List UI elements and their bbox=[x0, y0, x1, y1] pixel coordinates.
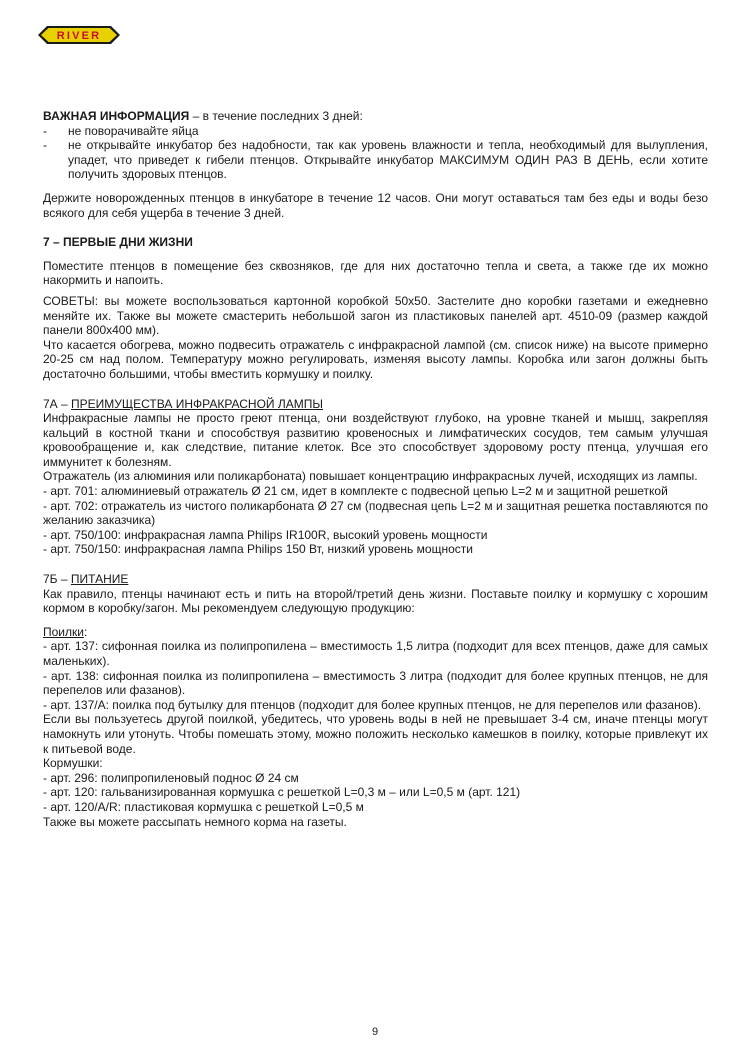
drinkers-label-colon: : bbox=[83, 624, 88, 639]
list-item: - арт. 138: сифонная поилка из полипропилена – вместимость 3 литра (подходит для более крупных птенцов, не для перепелов или фазанов). bbox=[43, 668, 708, 698]
important-label: ВАЖНАЯ ИНФОРМАЦИЯ bbox=[43, 109, 190, 123]
section-7a-paragraph: Отражатель (из алюминия или поликарбоната) повышает концентрацию инфракрасных лучей, исходящих из лампы. bbox=[43, 469, 698, 484]
section-7b-title bbox=[43, 572, 708, 587]
list-item: - арт. 137/A: поилка под бутылку для птенцов (подходит для более крупных птенцов, не для перепелов или фазанов). bbox=[43, 697, 702, 712]
section-7-paragraph: СОВЕТЫ: вы можете воспользоваться картонной коробкой 50x50. Застелите дно коробки газетами и ежедневно меняйте их. Также вы можете смастерить небольшой загон из пластиковых панелей арт. 4510-09 (размер каждой панели 800x400 мм). bbox=[43, 293, 708, 338]
page-number: 9 bbox=[371, 1026, 379, 1038]
list-item: - арт. 137: сифонная поилка из полипропилена – вместимость 1,5 литра (подходит для всех птенцов, даже для самых маленьких). bbox=[43, 639, 708, 668]
section-7a-prefix: 7А – bbox=[43, 396, 72, 411]
list-item: - арт. 750/100: инфракрасная лампа Philips IR100R, высокий уровень мощности bbox=[43, 527, 488, 542]
important-list bbox=[43, 124, 708, 182]
section-7-paragraph: Что касается обогрева, можно подвесить отражатель с инфракрасной лампой (см. список ниже) на высоте примерно 20-25 см над полом. Температуру можно регулировать, изменяя высоту лампы. Коробка или загон должны быть достаточно большими, чтобы вместить кормушку и поилку. bbox=[43, 337, 708, 381]
section-7b-prefix: 7Б – bbox=[43, 572, 71, 587]
important-intro-text: – в течение последних 3 дней: bbox=[189, 109, 363, 123]
section-7b-title-text: ПИТАНИЕ bbox=[70, 572, 129, 587]
section-7a-title bbox=[43, 397, 708, 412]
drinkers-label-text: Поилки bbox=[43, 624, 84, 639]
section-7-paragraph: Поместите птенцов в помещение без сквозняков, где для них достаточно тепла и света, а также где их можно накормить и напоить. bbox=[43, 258, 708, 288]
section-7b-paragraph: Как правило, птенцы начинают есть и пить на второй/третий день жизни. Поставьте поилку и кормушку с хорошим кормом в коробку/загон. Мы рекомендуем следующую продукцию: bbox=[43, 586, 708, 616]
section-7-title: 7 – ПЕРВЫЕ ДНИ ЖИЗНИ bbox=[43, 235, 193, 250]
section-7b-paragraph: Также вы можете рассыпать немного корма на газеты. bbox=[43, 814, 347, 829]
section-7a-paragraph: Инфракрасные лампы не просто греют птенца, они воздействуют глубоко, на уровне тканей и мышц, закрепляя кальций в костной ткани и способствуя развитию кровеносных и лимфатических сосудов, тем самым улучшая кровообращение и, как следствие, питание клеток. Все это способствует здоровому росту птенца, улучшая его иммунитет к болезням. bbox=[43, 411, 708, 469]
section-7a-title-text: ПРЕИМУЩЕСТВА ИНФРАКРАСНОЙ ЛАМПЫ bbox=[71, 396, 324, 411]
list-item: - арт. 701: алюминиевый отражатель Ø 21 см, идет в комплекте с подвесной цепью L=2 м и защитной решеткой bbox=[43, 484, 668, 499]
list-item: - арт. 120/A/R: пластиковая кормушка с решеткой L=0,5 м bbox=[43, 799, 364, 814]
document-body bbox=[43, 109, 708, 829]
list-item: - не поворачивайте яйца bbox=[43, 124, 708, 139]
list-item: - арт. 120: гальванизированная кормушка с решеткой L=0,3 м – или L=0,5 м (арт. 121) bbox=[43, 785, 521, 800]
river-logo bbox=[38, 24, 120, 46]
drinkers-label bbox=[43, 625, 708, 640]
list-item: - арт. 750/150: инфракрасная лампа Philips 150 Вт, низкий уровень мощности bbox=[43, 542, 473, 557]
important-intro bbox=[43, 109, 708, 124]
logo-text: RIVER bbox=[56, 30, 102, 43]
list-item: - не открывайте инкубатор без надобности, так как уровень влажности и тепла, необходимый для вылупления, упадет, что приведет к гибели птенцов. Открывайте инкубатор МАКСИМУМ ОДИН РАЗ В ДЕНЬ, если хотите получить здоровых птенцов. bbox=[43, 138, 708, 182]
section-7b-paragraph: Если вы пользуетесь другой поилкой, убедитесь, что уровень воды в ней не превышает 3-4 см, иначе птенцы могут намокнуть или утонуть. Чтобы помешать этому, можно положить несколько камешков в поилку, которые привлекут их к питьевой воде. bbox=[43, 712, 708, 756]
important-note: Держите новорожденных птенцов в инкубаторе в течение 12 часов. Они могут оставаться там без еды и воды безо всякого для себя ущерба в течение 3 дней. bbox=[43, 190, 708, 220]
feeders-label: Кормушки: bbox=[43, 756, 103, 771]
list-item: - арт. 296: полипропиленовый поднос Ø 24 см bbox=[43, 770, 299, 785]
list-item: - арт. 702: отражатель из чистого поликарбоната Ø 27 см (подвесная цепь L=2 м и защитная решетка поставляются по желанию заказчика) bbox=[43, 498, 708, 528]
